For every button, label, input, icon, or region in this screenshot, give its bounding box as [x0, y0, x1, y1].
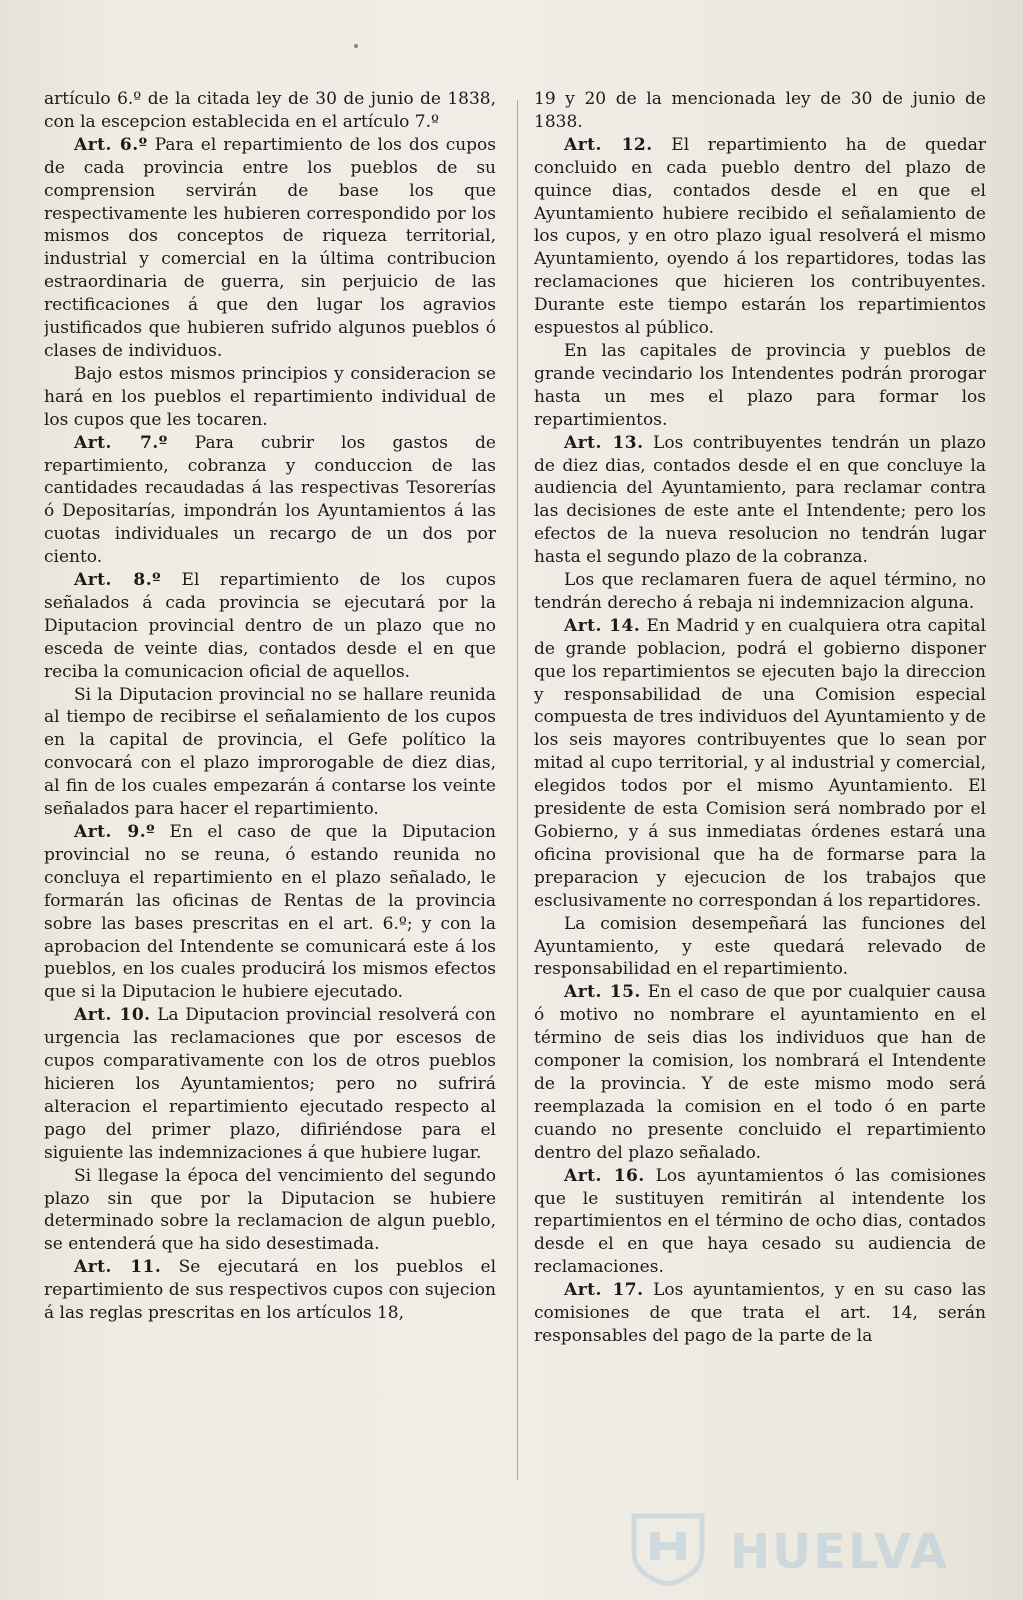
article-paragraph [534, 1165, 986, 1280]
paragraph-text: La Diputacion provincial resolverá con urgencia las reclamaciones que por escesos de cupos comparativamente con los de otros pueblos hicieren los Ayuntamientos; pero no sufrirá alteracion el repartimiento ejecutado respecto al pago del primer plazo, difiriéndose para el siguiente las indemnizaciones á que hubiere lugar. [44, 1005, 496, 1163]
paragraph [534, 913, 986, 982]
article-paragraph [44, 1004, 496, 1164]
paragraph-text: En el caso de que por cualquier causa ó motivo no nombrare el ayuntamiento en el término de seis dias los individuos que han de componer la comision, los nombrará el Intendente de la provincia. Y de este mismo modo será reemplazada la comision en el todo ó en parte cuando no presente concluido el repartimiento dentro del plazo señalado. [534, 982, 986, 1163]
article-paragraph [44, 1256, 496, 1325]
paragraph-text: Para cubrir los gastos de repartimiento, cobranza y conduccion de las cantidades recaudadas á las respectivas Tesorerías ó Depositarías, impondrán los Ayuntamientos á las cuotas individuales un recargo de un dos por ciento. [44, 432, 496, 568]
article-label: Art. 13. [564, 432, 644, 453]
paragraph-text: En las capitales de provincia y pueblos de grande vecindario los Intendentes podrán prorogar hasta un mes el plazo para formar los repartimientos. [534, 340, 986, 430]
paragraph [534, 88, 986, 134]
paragraph-text: El repartimiento ha de quedar concluido en cada pueblo dentro del plazo de quince dias, contados desde el en que el Ayuntamiento hubiere recibido el señalamiento de los cupos, y en otro plazo igual resolverá el mismo Ayuntamiento, oyendo á los repartidores, todas las reclamaciones que hicieren los contribuyentes. Durante este tiempo estarán los repartimientos espuestos al público. [534, 134, 986, 339]
article-label: Art. 8.º [74, 570, 162, 591]
paragraph-text: Para el repartimiento de los dos cupos de cada provincia entre los pueblos de su comprension servirán de base los que respectivamente les hubieren correspondido por los mismos dos conceptos de riqueza territorial, industrial y comercial en la última contribucion estraordinaria de guerra, sin perjuicio de las rectificaciones á que den lugar los agravios justificados que hubieren sufrido algunos pueblos ó clases de individuos. [44, 134, 496, 361]
paragraph [44, 1165, 496, 1257]
article-label: Art. 12. [564, 134, 653, 155]
article-label: Art. 9.º [74, 822, 156, 842]
article-label: Art. 7.º [74, 432, 168, 453]
paragraph-text: El repartimiento de los cupos señalados á cada provincia se ejecutará por la Diputacion provincial dentro de un plazo que no esceda de veinte dias, contados desde el en que reciba la comunicacion oficial de aquellos. [44, 570, 496, 682]
article-paragraph [44, 432, 496, 569]
article-label: Art. 17. [564, 1280, 644, 1301]
paragraph [44, 363, 496, 432]
paragraph-text: 19 y 20 de la mencionada ley de 30 de junio de 1838. [534, 89, 986, 132]
paragraph-text: En el caso de que la Diputacion provincial no se reuna, ó estando reunida no concluya el repartimiento en el plazo señalado, le formarán las oficinas de Rentas de la provincia sobre las bases prescritas en el art. 6.º; y con la aprobacion del Intendente se comunicará este á los pueblos, en los cuales producirá los mismos efectos que si la Diputacion le hubiere ejecutado. [44, 822, 496, 1003]
article-label: Art. 10. [74, 1005, 151, 1026]
article-paragraph [534, 134, 986, 340]
paragraph-text: La comision desempeñará las funciones del Ayuntamiento, y este quedará relevado de responsabilidad en el repartimiento. [534, 913, 986, 980]
article-paragraph [534, 981, 986, 1164]
paragraph [534, 569, 986, 615]
article-label: Art. 16. [564, 1165, 645, 1186]
article-paragraph [534, 432, 986, 569]
paragraph-text: Si la Diputacion provincial no se hallare reunida al tiempo de recibirse el señalamiento de los cupos en la capital de provincia, el Gefe político la convocará con el plazo improrogable de diez dias, al fin de los cuales empezarán á contarse los veinte señalados para hacer el repartimiento. [44, 684, 496, 820]
article-label: Art. 14. [564, 615, 641, 636]
ink-speck [354, 44, 358, 48]
article-paragraph [534, 615, 986, 913]
paragraph [534, 340, 986, 432]
shield-crest-icon [628, 1512, 708, 1586]
article-label: Art. 6.º [74, 134, 148, 155]
article-label: Art. 15. [564, 982, 641, 1003]
paragraph-text: En Madrid y en cualquiera otra capital de grande poblacion, podrá el gobierno disponer que los repartimientos se ejecuten bajo la direccion y responsabilidad de una Comision especial compuesta de tres individuos del Ayuntamiento y de los seis mayores contribuyentes que lo sean por mitad al cupo territorial, y al industrial y comercial, elegidos todos por el mismo Ayuntamiento. El presidente de esta Comision será nombrado por el Gobierno, y á sus inmediatas órdenes estará una oficina provisional que ha de formarse para la preparacion y ejecucion de los trabajos que esclusivamente no correspondan á los repartidores. [534, 615, 986, 911]
right-column [534, 88, 986, 1588]
article-label: Art. 11. [74, 1257, 162, 1278]
article-paragraph [44, 134, 496, 363]
paragraph-text: Los que reclamaren fuera de aquel término, no tendrán derecho á rebaja ni indemnizacion alguna. [534, 570, 986, 613]
article-paragraph [44, 569, 496, 684]
archive-watermark [628, 1512, 958, 1586]
paragraph-text: Los ayuntamientos, y en su caso las comisiones de que trata el art. 14, serán responsables del pago de la parte de la [534, 1280, 986, 1346]
paragraph-text: Si llegase la época del vencimiento del segundo plazo sin que por la Diputacion se hubiere determinado sobre la reclamacion de algun pueblo, se entenderá que ha sido desestimada. [44, 1165, 496, 1255]
column-divider [517, 100, 518, 1480]
paragraph-text: Los ayuntamientos ó las comisiones que le sustituyen remitirán al intendente los repartimientos en el término de ocho dias, contados desde el en que haya cesado su audiencia de reclamaciones. [534, 1165, 986, 1278]
paragraph [44, 684, 496, 821]
left-column [44, 88, 496, 1588]
paragraph [44, 88, 496, 134]
article-paragraph [44, 821, 496, 1004]
watermark-text: HUELVA [730, 1524, 949, 1580]
paragraph-text: Se ejecutará en los pueblos el repartimiento de sus respectivos cupos con sujecion á las reglas prescritas en los artículos 18, [44, 1257, 496, 1324]
article-paragraph [534, 1279, 986, 1348]
paragraph-text: artículo 6.º de la citada ley de 30 de junio de 1838, con la escepcion establecida en el artículo 7.º [44, 89, 496, 132]
paragraph-text: Bajo estos mismos principios y consideracion se hará en los pueblos el repartimiento individual de los cupos que les tocaren. [44, 363, 496, 430]
paragraph-text: Los contribuyentes tendrán un plazo de diez dias, contados desde el en que concluye la audiencia del Ayuntamiento, para reclamar contra las decisiones de este ante el Intendente; pero los efectos de la nueva resolucion no tendrán lugar hasta el segundo plazo de la cobranza. [534, 432, 986, 568]
